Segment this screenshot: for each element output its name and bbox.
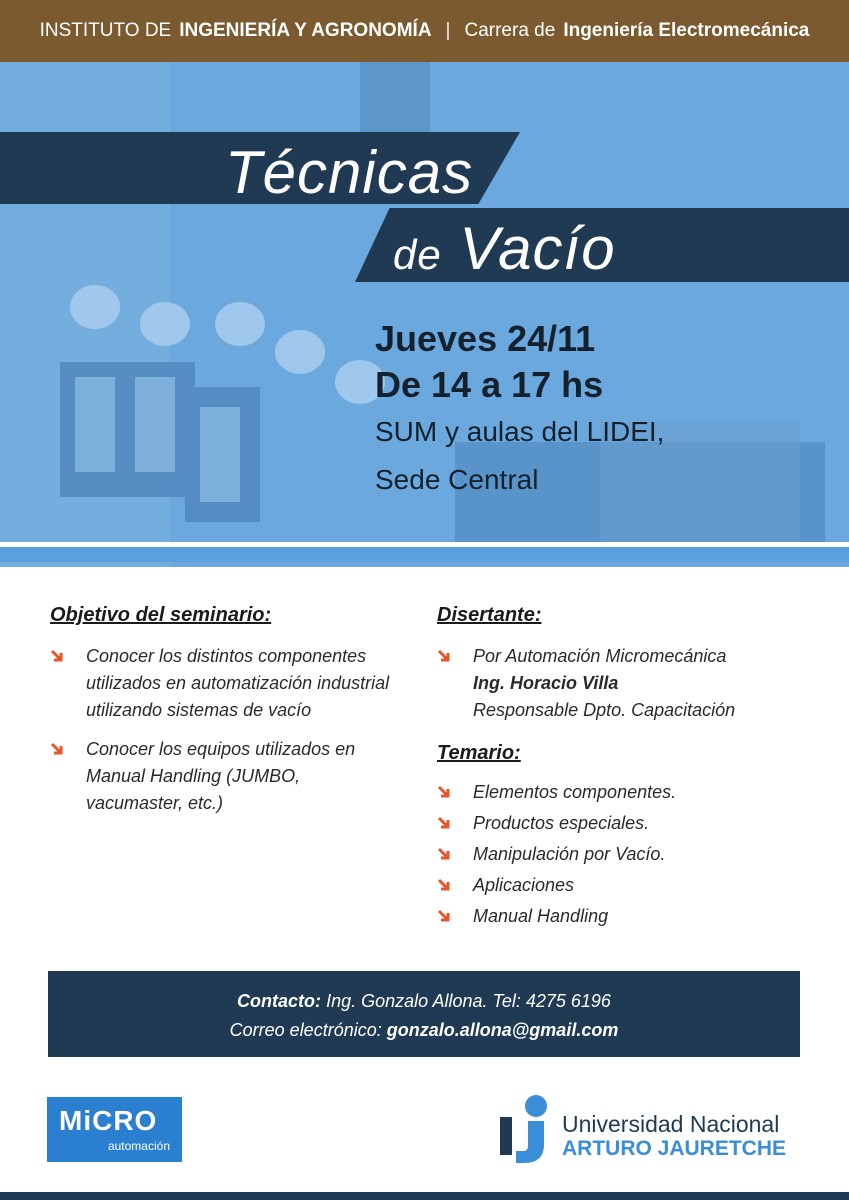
arrow-down-right-icon [437, 878, 451, 892]
speaker-line-1: Por Automación Micromecánica [473, 646, 727, 666]
topic-item: Elementos componentes. [437, 777, 817, 808]
hero-banner [0, 62, 849, 567]
email-line [48, 1015, 800, 1045]
topic-item: Manual Handling [437, 901, 817, 932]
event-date: Jueves 24/11 [375, 318, 596, 359]
arrow-down-right-icon [437, 816, 451, 830]
unaj-line-2: ARTURO JAURETCHE [562, 1137, 787, 1160]
speaker-name: Ing. Horacio Villa [473, 673, 619, 693]
hero-stripe-blue [0, 547, 849, 562]
footer-line [0, 1192, 849, 1200]
objective-item: Conocer los distintos componentes utilizados en automatización industrial utilizando sistemas de vacío [50, 643, 390, 724]
arrow-down-right-icon [437, 847, 451, 861]
objective-heading: Objetivo del seminario: [50, 604, 272, 626]
contact-line [48, 987, 800, 1015]
topic-item: Aplicaciones [437, 870, 817, 901]
event-details [375, 316, 664, 504]
event-place-2: Sede Central [375, 464, 539, 495]
header-bar [0, 0, 849, 62]
unaj-emblem-icon [500, 1093, 556, 1165]
career-prefix: Carrera de [464, 20, 556, 41]
arrow-down-right-icon [50, 649, 64, 663]
email-link[interactable]: gonzalo.allona@gmail.com [386, 1020, 619, 1040]
speaker-info [437, 643, 817, 724]
header-separator: | [445, 20, 451, 41]
speaker-heading: Disertante: [437, 604, 542, 626]
micro-logo [47, 1097, 182, 1162]
arrow-down-right-icon [50, 742, 64, 756]
contact-label: Contacto: [237, 991, 322, 1011]
micro-logo-sub: automación [107, 1139, 170, 1153]
title-vacio: Vacío [459, 215, 616, 282]
topic-item: Productos especiales. [437, 808, 817, 839]
contact-box [48, 971, 800, 1057]
objective-section [50, 604, 390, 817]
contact-text: Ing. Gonzalo Allona. Tel: 4275 6196 [326, 991, 611, 1011]
career-name: Ingeniería Electromecánica [563, 20, 810, 41]
unaj-logo [500, 1093, 810, 1165]
title-line-2 [393, 214, 616, 283]
event-place-1: SUM y aulas del LIDEI, [375, 416, 665, 447]
objective-item: Conocer los equipos utilizados en Manual Handling (JUMBO, vacumaster, etc.) [50, 736, 390, 817]
topic-item: Manipulación por Vacío. [437, 839, 817, 870]
event-time: De 14 a 17 hs [375, 364, 604, 405]
email-label: Correo electrónico: [229, 1020, 382, 1040]
institute-prefix: INSTITUTO DE [39, 20, 172, 41]
institute-name: INGENIERÍA Y AGRONOMÍA [179, 20, 432, 41]
topics-heading: Temario: [437, 742, 521, 764]
arrow-down-right-icon [437, 649, 451, 663]
arrow-down-right-icon [437, 909, 451, 923]
title-line-1: Técnicas [225, 139, 474, 206]
title-de: de [393, 231, 442, 278]
unaj-line-1: Universidad Nacional [562, 1111, 780, 1137]
micro-logo-name: MiCRO [59, 1105, 158, 1136]
arrow-down-right-icon [437, 785, 451, 799]
speaker-role: Responsable Dpto. Capacitación [473, 700, 736, 720]
speaker-section [437, 604, 817, 932]
